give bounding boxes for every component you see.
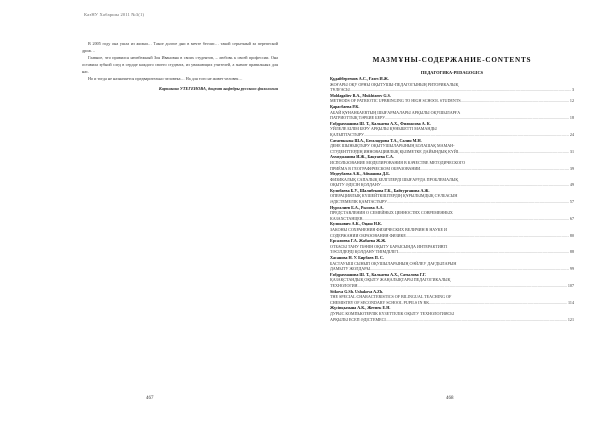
toc-entry-authors: Жүсіпқызына А.К., Жетпек Е.Н. (330, 305, 391, 311)
leader-dots (364, 132, 569, 138)
toc-entry-page: 24 (569, 131, 574, 137)
toc-entry[interactable] (330, 272, 574, 289)
leader-dots (387, 199, 569, 205)
toc-entry-title-line (330, 317, 574, 323)
toc-entry-title-text: ҚАЛЫПТАСТЫРУ (330, 131, 364, 137)
toc-entry-title-line: ПРЕДСТАВЛЕНИЯ О СЕМЕЙНЫХ ЦЕННОСТЯХ СОВРЕМЕННЫХ (330, 210, 453, 216)
toc-entry-authors: Кулибаева Б.У., Шалибекова Г.К., Байтурганова А.Ж. (330, 187, 430, 193)
toc-entry[interactable] (330, 255, 574, 272)
toc-entry-title-line: АБАЙ ҚҰНАНБАЕВТЫҢ ШЫҒАРМАЛАРЫ АРҚЫЛЫ ОҚУШЫЛАРҒА (330, 109, 461, 115)
toc-entry-authors: Ғабдрахманова Ш. Т., Калкаева А.Х., Сатылова Г.Г. (330, 271, 427, 277)
toc-entry-title-text: СТУДЕНТТЕРДІҢ ИННОВАЦИЯЛЫҚ ҚЫЗМЕТКЕ ДАЙЫНДЫҚ КҮЙІ (330, 148, 459, 154)
toc-entry[interactable] (330, 121, 574, 138)
toc-entry-title-line: ЗАКОНЫ СОХРАНЕНИЯ ФИЗИЧЕСКИХ ВЕЛИЧИН В НАУКЕ И (330, 227, 447, 233)
toc-entry-page: 121 (567, 316, 574, 322)
toc-entry-page: 80 (569, 232, 574, 238)
toc-entry-authors: Қарасбаева Р.К. (330, 103, 360, 109)
toc-entry-page: 88 (569, 249, 574, 255)
toc-entry-title-text: ПАТРИОТТЫҚ ТӘРБИЕ БЕРУ (330, 115, 386, 121)
toc-entry[interactable] (330, 205, 574, 222)
toc-entry[interactable] (330, 154, 574, 171)
paragraph: В 2005 году она ушла из жизни… Такое долгое дни в мечте бесчис… такой серьезный за перепеской дрож… (82, 41, 278, 53)
toc-entry-page: 99 (569, 266, 574, 272)
toc-entry-title-text: ТӘСІЛДЕРДІ ҚОЛДАНУ ТИІМДІЛІГІ (330, 249, 399, 255)
toc-entry-authors: Медеубаева А.К., Айманова Д.Б. (330, 171, 390, 177)
leader-dots (370, 266, 569, 272)
toc-entry-title-line: ҚАЗАҚСТАНДЫҚ ОҚЫТУ ЖАҢАЛЫҚТАРЫ ПЕДАГОГИКАЛЫҚ (330, 277, 451, 283)
toc-entry-title-line (330, 87, 574, 93)
toc-entry-authors: Ғабдрахманова Ш. Т., Калкаева А.Х., Филиасова А. К. (330, 120, 431, 126)
toc-entry-title-line: ИСПОЛЬЗОВАНИЕ МОДЕЛИРОВАНИЯ В КАЧЕСТВЕ МЕТОДИЧЕСКОГО (330, 159, 466, 165)
toc-entry[interactable] (330, 188, 574, 205)
toc-entry-title-line: ОПЕРАЦИЯЛЫҚ КҮШЕЙТКІШТЕРДІҢ ҚҰРЫЛЫМДЫҚ СҰЛБАСЫН (330, 193, 458, 199)
toc-entry[interactable] (330, 93, 574, 104)
toc-entry[interactable] (330, 171, 574, 188)
table-of-contents (330, 56, 574, 322)
toc-entry-title-line (330, 283, 574, 289)
toc-entry[interactable] (330, 76, 574, 93)
leader-dots (386, 317, 567, 323)
toc-entry-page: 49 (569, 182, 574, 188)
running-head: КазНУ Хабаршы 2011 №3(1) (84, 12, 145, 17)
page-number-right: 468 (446, 396, 454, 401)
toc-entry-page: 18 (569, 115, 574, 121)
leader-dots (363, 216, 569, 222)
leader-dots (429, 300, 567, 306)
toc-entry-page: 57 (569, 199, 574, 205)
toc-entry-page: 107 (567, 282, 574, 288)
toc-entry[interactable] (330, 305, 574, 322)
toc-entry-title-text: CHEMISTRY OF SECONDARY SCHOOL PUPILS IN RK (330, 299, 430, 305)
toc-entries (330, 76, 574, 322)
toc-entry-title-text: ӘДІСТЕМЕЛІК ҚАМТАСТЫРУ (330, 199, 388, 205)
toc-entry-authors: Нургалиев Б.А., Рысова А.А. (330, 204, 384, 210)
leader-dots (350, 87, 571, 93)
author-signature: Карпакова УТЕГЕНОВА, доцент кафедры русского филологии (158, 86, 278, 92)
toc-entry-title-line (330, 98, 574, 104)
toc-entry-authors: Sitkova G.Sh. Ushakova A.Zh. (330, 288, 384, 294)
toc-entry[interactable] (330, 238, 574, 255)
toc-section-heading: ПЕДАГОГИКА-PEDAGOGICS (420, 70, 484, 75)
leader-dots (420, 166, 569, 172)
toc-entry-title-text: ПРИЁМА В ГЕОГРАФИЧЕСКОМ ОБРАЗОВАНИИ (330, 165, 421, 171)
toc-entry-authors: Куликович А.К., Оцаш Н.К. (330, 221, 382, 227)
toc-entry-authors: Ахмеджанова И.Ж., Бақтаева С.А. (330, 154, 394, 160)
toc-entry[interactable] (330, 289, 574, 306)
leader-dots (357, 283, 566, 289)
toc-entry-title-line: ЖОҒАРЫ ОҚУ ОРНЫ ОҚЫТУШЫ-ПЕДАГОГЫНЫҢ РИТОРИКАЛЫҚ (330, 81, 459, 87)
leader-dots (385, 115, 569, 121)
toc-entry-title-line: ОТБАСЫ ТАНУ ПӘНІН ОҚЫТУ БАРЫСЫНДА ИНТЕРАКТИВТІ (330, 243, 448, 249)
toc-title: МАЗМҰНЫ-СОДЕРЖАНИЕ-CONTENTS (372, 56, 532, 64)
page-number-left: 467 (146, 396, 154, 401)
toc-entry-title-line: БАСТАУЫШ СЫНЫП ОҚУШЫЛАРЫНЫҢ СӨЙЛЕУ ДАҒДЫЛАРЫН (330, 260, 457, 266)
paragraph: Главное, что привился неизбежный Зоя Ивановна в своих студентов, – любовь к своей профессии. Она оставила зубной след в сердце каждого своего студента, из уважающих учителей, а значит правильных для нас. (82, 54, 278, 74)
paragraph: Но и тогда не назначается предварительно человека… На для того не живет человек… (88, 75, 243, 81)
toc-entry-authors: Құдайбергенов А.С., Ғазез И.Ж. (330, 76, 389, 81)
toc-entry[interactable] (330, 104, 574, 121)
leader-dots (398, 249, 569, 255)
toc-entry-title-text: ТЕХНОЛОГИЯ (330, 282, 358, 288)
toc-entry-authors: Moldagaliev B.A., Mukhtarov G.S. (330, 92, 391, 98)
toc-entry-page: 39 (569, 165, 574, 171)
toc-entry-title-text: КАЗАХСТАНЦЕВ (330, 215, 363, 221)
right-page (300, 0, 600, 424)
toc-entry-page: 3 (571, 87, 574, 93)
toc-entry[interactable] (330, 221, 574, 238)
toc-entry-title-line: THE SPECIAL CHARACTERISTICS OF BILINGUAL TEACHING OF (330, 294, 452, 300)
toc-entry-title-text: ОҚЫТУ ӘДІСІН ҚОЛДАНУ (330, 182, 381, 188)
toc-entry-title-line: ФИЗИКАЛЫҚ САПАЛЫҚ БЕЛГІЛЕРДІ ШЫҒАРУДА ПРОБЛЕМАЛЫҚ (330, 176, 459, 182)
toc-entry-page: 12 (569, 98, 574, 104)
left-page-body (82, 41, 278, 91)
toc-entry-title-text: METHODS OF PATRIOTIC UPBRINGING TO HIGH SCHOOL STUDENTS (330, 98, 461, 104)
toc-entry-title-text: АРҚЫЛЫ ЕСЕП ӘДІСТЕМЕСІ (330, 316, 386, 322)
toc-entry-title-line (330, 266, 574, 272)
leader-dots (406, 233, 569, 239)
toc-entry-authors: Сатаевкызы Ш.А., Бегалаурова Т.А., Салин М.Н. (330, 137, 422, 143)
toc-entry-page: 114 (568, 299, 574, 305)
toc-entry-page: 31 (569, 148, 574, 154)
toc-entry-title-text: ДАМЫТУ ЖОЛДАРЫ (330, 266, 371, 272)
toc-entry-title-line (330, 199, 574, 205)
toc-entry-page: 67 (569, 215, 574, 221)
leader-dots (461, 98, 569, 104)
leader-dots (458, 149, 569, 155)
toc-entry-authors: Хасанова Н. У. Бирбаев П. С. (330, 255, 384, 260)
toc-entry-title-text: СОДЕРЖАНИИ ОБРАЗОВАНИЯ ФИЗИКЕ (330, 232, 406, 238)
toc-entry-title-text: ТҰЛҒАСЫ (330, 87, 350, 93)
toc-entry-title-line: УЙЛЕЛЕ БІЛІМ БЕРУ АРҚЫЛЫ ҚҰНЫБЕТТІ МАМАНДЫ (330, 126, 437, 132)
toc-entry-title-line: ДУРЫС КОМПЬЮТЕРЛІК КҮЗЕТТЕЛІК ОҚЫТУ ТЕХНОЛОГИЯСЫ (330, 310, 454, 316)
toc-entry[interactable] (330, 138, 574, 155)
toc-entry-title-line (330, 115, 574, 121)
toc-entry-authors: Ерсалиева Г.А. Жабаева Ж.Ж. (330, 238, 387, 244)
toc-entry-title-line (330, 132, 574, 138)
toc-entry-title-line: ДЕНЕ ШЫНЫҚТЫРУ ОҚЫТУШЫЛАРЫНЫҢ БОЛАШАҚ МАМАН- (330, 143, 455, 149)
